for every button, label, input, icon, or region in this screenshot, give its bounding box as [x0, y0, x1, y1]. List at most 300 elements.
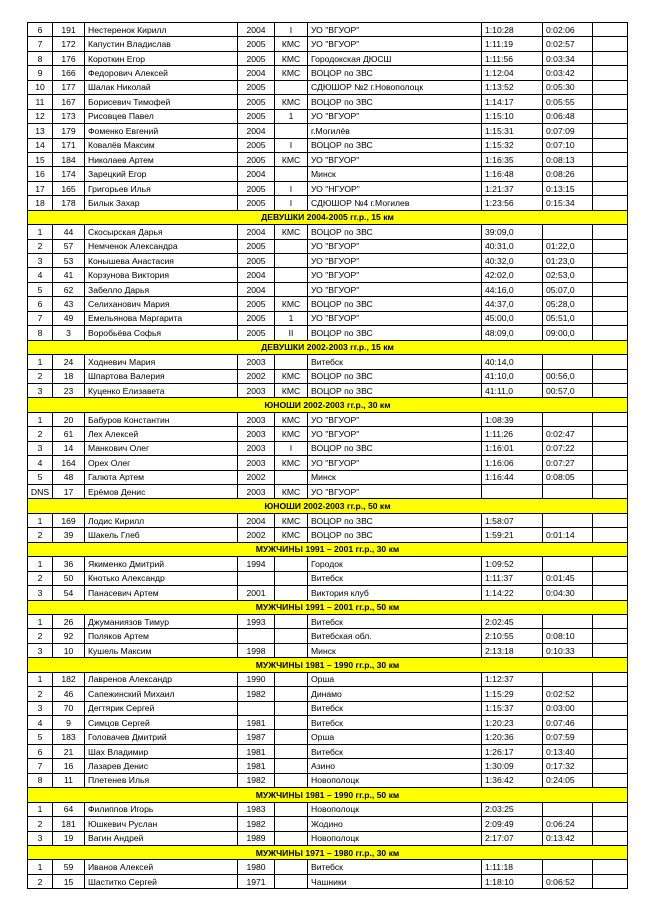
table-row — [28, 355, 628, 369]
rank-cell — [275, 254, 308, 268]
gap-cell: 0:02:47 — [543, 427, 593, 441]
rank-cell: КМС — [275, 51, 308, 65]
gap-cell: 05:51,0 — [543, 311, 593, 325]
name-cell: Шпартова Валерия — [85, 369, 238, 383]
extra-cell — [593, 196, 628, 210]
bib-cell: 57 — [53, 239, 85, 253]
name-cell: Конышева Анастасия — [85, 254, 238, 268]
rank-cell — [275, 874, 308, 888]
place-cell: 12 — [28, 109, 53, 123]
rank-cell: КМС — [275, 528, 308, 542]
gap-cell: 0:07:59 — [543, 730, 593, 744]
rank-cell: КМС — [275, 383, 308, 397]
birth-year-cell: 2003 — [238, 383, 275, 397]
gap-cell — [543, 860, 593, 874]
birth-year-cell: 1982 — [238, 773, 275, 787]
birth-year-cell: 1981 — [238, 744, 275, 758]
time-cell: 1:12:04 — [482, 66, 543, 80]
bib-cell: 41 — [53, 268, 85, 282]
bib-cell: 46 — [53, 687, 85, 701]
table-row — [28, 282, 628, 296]
team-cell: Витебск — [308, 614, 482, 628]
bib-cell: 26 — [53, 614, 85, 628]
name-cell: Билык Захар — [85, 196, 238, 210]
extra-cell — [593, 701, 628, 715]
rank-cell — [275, 629, 308, 643]
rank-cell — [275, 773, 308, 787]
name-cell: Манкович Олег — [85, 441, 238, 455]
extra-cell — [593, 297, 628, 311]
table-row — [28, 456, 628, 470]
birth-year-cell: 2004 — [238, 225, 275, 239]
rank-cell: КМС — [275, 513, 308, 527]
bib-cell: 20 — [53, 412, 85, 426]
time-cell: 41:10,0 — [482, 369, 543, 383]
birth-year-cell: 2005 — [238, 239, 275, 253]
time-cell: 1:36:42 — [482, 773, 543, 787]
time-cell: 1:15:31 — [482, 124, 543, 138]
birth-year-cell: 1983 — [238, 802, 275, 816]
rank-cell — [275, 268, 308, 282]
name-cell: Сапежинский Михаил — [85, 687, 238, 701]
rank-cell — [275, 557, 308, 571]
place-cell: 16 — [28, 167, 53, 181]
extra-cell — [593, 831, 628, 845]
rank-cell — [275, 687, 308, 701]
name-cell: Иванов Алексей — [85, 860, 238, 874]
time-cell: 1:16:01 — [482, 441, 543, 455]
team-cell: Жодино — [308, 817, 482, 831]
section-header-row — [28, 398, 628, 412]
place-cell: 6 — [28, 297, 53, 311]
bib-cell: 17 — [53, 485, 85, 499]
birth-year-cell: 2004 — [238, 268, 275, 282]
extra-cell — [593, 23, 628, 37]
time-cell: 1:11:19 — [482, 37, 543, 51]
bib-cell: 172 — [53, 37, 85, 51]
extra-cell — [593, 51, 628, 65]
time-cell: 48:09,0 — [482, 326, 543, 340]
table-row — [28, 412, 628, 426]
bib-cell: 64 — [53, 802, 85, 816]
table-row — [28, 716, 628, 730]
extra-cell — [593, 268, 628, 282]
table-row — [28, 586, 628, 600]
place-cell: 1 — [28, 860, 53, 874]
gap-cell — [543, 614, 593, 628]
rank-cell — [275, 586, 308, 600]
rank-cell: I — [275, 23, 308, 37]
table-row — [28, 95, 628, 109]
name-cell: Лодис Кирилл — [85, 513, 238, 527]
birth-year-cell: 2004 — [238, 23, 275, 37]
extra-cell — [593, 412, 628, 426]
birth-year-cell: 1971 — [238, 874, 275, 888]
rank-cell — [275, 672, 308, 686]
time-cell: 1:15:32 — [482, 138, 543, 152]
place-cell: 4 — [28, 716, 53, 730]
team-cell: УО "ВГУОР" — [308, 152, 482, 166]
birth-year-cell: 2005 — [238, 254, 275, 268]
team-cell: УО "ВГУОР" — [308, 311, 482, 325]
gap-cell: 0:03:34 — [543, 51, 593, 65]
extra-cell — [593, 874, 628, 888]
time-cell: 1:11:18 — [482, 860, 543, 874]
extra-cell — [593, 470, 628, 484]
rank-cell — [275, 744, 308, 758]
bib-cell: 3 — [53, 326, 85, 340]
time-cell: 1:20:23 — [482, 716, 543, 730]
name-cell: Фоменко Евгений — [85, 124, 238, 138]
team-cell: ВОЦОР по ЗВС — [308, 326, 482, 340]
section-header-row — [28, 340, 628, 354]
bib-cell: 166 — [53, 66, 85, 80]
bib-cell: 19 — [53, 831, 85, 845]
place-cell: 10 — [28, 80, 53, 94]
place-cell: DNS — [28, 485, 53, 499]
gap-cell: 0:07:46 — [543, 716, 593, 730]
birth-year-cell: 2003 — [238, 485, 275, 499]
rank-cell: I — [275, 138, 308, 152]
gap-cell: 0:02:57 — [543, 37, 593, 51]
gap-cell: 0:05:55 — [543, 95, 593, 109]
team-cell: Новополоцк — [308, 831, 482, 845]
team-cell: Новополоцк — [308, 773, 482, 787]
extra-cell — [593, 614, 628, 628]
name-cell: Забелло Дарья — [85, 282, 238, 296]
time-cell: 1:23:56 — [482, 196, 543, 210]
extra-cell — [593, 282, 628, 296]
bib-cell: 21 — [53, 744, 85, 758]
table-row — [28, 643, 628, 657]
place-cell: 3 — [28, 586, 53, 600]
table-row — [28, 167, 628, 181]
team-cell: УО "ВГУОР" — [308, 485, 482, 499]
time-cell: 2:09:49 — [482, 817, 543, 831]
birth-year-cell: 2003 — [238, 355, 275, 369]
team-cell: СДЮШОР №2 г.Новополоцк — [308, 80, 482, 94]
birth-year-cell: 2004 — [238, 124, 275, 138]
name-cell: Шакель Глеб — [85, 528, 238, 542]
time-cell: 1:09:52 — [482, 557, 543, 571]
birth-year-cell: 2005 — [238, 311, 275, 325]
place-cell: 15 — [28, 152, 53, 166]
birth-year-cell: 2002 — [238, 369, 275, 383]
table-row — [28, 37, 628, 51]
gap-cell — [543, 412, 593, 426]
gap-cell: 0:17:32 — [543, 759, 593, 773]
time-cell: 42:02,0 — [482, 268, 543, 282]
table-row — [28, 239, 628, 253]
team-cell: ВОЦОР по ЗВС — [308, 528, 482, 542]
extra-cell — [593, 124, 628, 138]
table-row — [28, 874, 628, 888]
place-cell: 3 — [28, 643, 53, 657]
gap-cell: 0:01:45 — [543, 571, 593, 585]
team-cell: Минск — [308, 167, 482, 181]
place-cell: 1 — [28, 614, 53, 628]
time-cell: 2:10:55 — [482, 629, 543, 643]
gap-cell: 02:53,0 — [543, 268, 593, 282]
section-header: МУЖЧИНЫ 1971 – 1980 гг.р., 30 км — [28, 845, 628, 859]
gap-cell: 00:57,0 — [543, 383, 593, 397]
table-row — [28, 513, 628, 527]
rank-cell — [275, 701, 308, 715]
time-cell: 1:14:17 — [482, 95, 543, 109]
name-cell: Короткин Егор — [85, 51, 238, 65]
birth-year-cell: 1982 — [238, 687, 275, 701]
time-cell: 1:12:37 — [482, 672, 543, 686]
extra-cell — [593, 95, 628, 109]
birth-year-cell: 2005 — [238, 138, 275, 152]
table-row — [28, 629, 628, 643]
bib-cell: 23 — [53, 383, 85, 397]
extra-cell — [593, 152, 628, 166]
place-cell: 2 — [28, 528, 53, 542]
time-cell: 39:09,0 — [482, 225, 543, 239]
bib-cell: 184 — [53, 152, 85, 166]
section-header: МУЖЧИНЫ 1991 – 2001 гг.р., 30 км — [28, 542, 628, 556]
table-row — [28, 470, 628, 484]
place-cell: 1 — [28, 355, 53, 369]
extra-cell — [593, 730, 628, 744]
extra-cell — [593, 37, 628, 51]
team-cell: Азино — [308, 759, 482, 773]
name-cell: Шаститко Сергей — [85, 874, 238, 888]
bib-cell: 178 — [53, 196, 85, 210]
place-cell: 3 — [28, 441, 53, 455]
table-row — [28, 744, 628, 758]
name-cell: Борисевич Тимофей — [85, 95, 238, 109]
rank-cell: КМС — [275, 66, 308, 80]
place-cell: 1 — [28, 513, 53, 527]
name-cell: Рисовцев Павел — [85, 109, 238, 123]
bib-cell: 167 — [53, 95, 85, 109]
extra-cell — [593, 528, 628, 542]
name-cell: Филиппов Игорь — [85, 802, 238, 816]
table-row — [28, 80, 628, 94]
table-row — [28, 614, 628, 628]
birth-year-cell: 2004 — [238, 513, 275, 527]
place-cell: 5 — [28, 282, 53, 296]
birth-year-cell: 2001 — [238, 586, 275, 600]
table-row — [28, 817, 628, 831]
table-row — [28, 383, 628, 397]
extra-cell — [593, 802, 628, 816]
time-cell — [482, 485, 543, 499]
name-cell: Кнотько Александр — [85, 571, 238, 585]
table-row — [28, 730, 628, 744]
bib-cell: 43 — [53, 297, 85, 311]
bib-cell: 181 — [53, 817, 85, 831]
place-cell: 2 — [28, 629, 53, 643]
name-cell: Шах Владимир — [85, 744, 238, 758]
bib-cell: 169 — [53, 513, 85, 527]
table-row — [28, 297, 628, 311]
gap-cell: 0:08:05 — [543, 470, 593, 484]
place-cell: 7 — [28, 311, 53, 325]
place-cell: 1 — [28, 802, 53, 816]
place-cell: 2 — [28, 687, 53, 701]
name-cell: Симцов Сергей — [85, 716, 238, 730]
section-header-row — [28, 600, 628, 614]
birth-year-cell: 2004 — [238, 66, 275, 80]
time-cell: 1:16:35 — [482, 152, 543, 166]
name-cell: Вагин Андрей — [85, 831, 238, 845]
bib-cell: 39 — [53, 528, 85, 542]
table-row — [28, 485, 628, 499]
bib-cell: 54 — [53, 586, 85, 600]
extra-cell — [593, 167, 628, 181]
extra-cell — [593, 744, 628, 758]
bib-cell: 165 — [53, 181, 85, 195]
extra-cell — [593, 759, 628, 773]
gap-cell: 0:06:48 — [543, 109, 593, 123]
gap-cell: 0:02:52 — [543, 687, 593, 701]
extra-cell — [593, 369, 628, 383]
team-cell: УО "НГУОР" — [308, 181, 482, 195]
time-cell: 44:37,0 — [482, 297, 543, 311]
place-cell: 1 — [28, 412, 53, 426]
birth-year-cell: 2003 — [238, 441, 275, 455]
name-cell: Лавренов Александр — [85, 672, 238, 686]
rank-cell: КМС — [275, 297, 308, 311]
birth-year-cell: 2004 — [238, 282, 275, 296]
time-cell: 1:58:07 — [482, 513, 543, 527]
name-cell: Дегтярик Сергей — [85, 701, 238, 715]
rank-cell — [275, 759, 308, 773]
rank-cell — [275, 355, 308, 369]
extra-cell — [593, 716, 628, 730]
time-cell: 1:11:56 — [482, 51, 543, 65]
table-row — [28, 181, 628, 195]
place-cell: 2 — [28, 817, 53, 831]
time-cell: 2:02:45 — [482, 614, 543, 628]
bib-cell: 24 — [53, 355, 85, 369]
place-cell: 3 — [28, 254, 53, 268]
rank-cell — [275, 860, 308, 874]
time-cell: 1:10:28 — [482, 23, 543, 37]
extra-cell — [593, 571, 628, 585]
bib-cell: 14 — [53, 441, 85, 455]
name-cell: Юшкевич Руслан — [85, 817, 238, 831]
time-cell: 40:31,0 — [482, 239, 543, 253]
gap-cell: 01:22,0 — [543, 239, 593, 253]
rank-cell: 1 — [275, 311, 308, 325]
birth-year-cell: 2005 — [238, 109, 275, 123]
bib-cell: 36 — [53, 557, 85, 571]
birth-year-cell: 1980 — [238, 860, 275, 874]
place-cell: 9 — [28, 66, 53, 80]
place-cell: 3 — [28, 701, 53, 715]
gap-cell: 0:07:27 — [543, 456, 593, 470]
table-row — [28, 196, 628, 210]
gap-cell: 0:06:52 — [543, 874, 593, 888]
table-row — [28, 66, 628, 80]
gap-cell: 0:04:30 — [543, 586, 593, 600]
team-cell: Витебск — [308, 860, 482, 874]
name-cell: Якименко Дмитрий — [85, 557, 238, 571]
place-cell: 1 — [28, 672, 53, 686]
team-cell: УО "ВГУОР" — [308, 427, 482, 441]
table-row — [28, 427, 628, 441]
birth-year-cell: 2002 — [238, 528, 275, 542]
bib-cell: 9 — [53, 716, 85, 730]
table-row — [28, 802, 628, 816]
section-header-row — [28, 845, 628, 859]
time-cell: 1:16:06 — [482, 456, 543, 470]
rank-cell: I — [275, 181, 308, 195]
name-cell: Корзунова Виктория — [85, 268, 238, 282]
birth-year-cell: 2005 — [238, 181, 275, 195]
rank-cell — [275, 282, 308, 296]
birth-year-cell: 1998 — [238, 643, 275, 657]
table-row — [28, 254, 628, 268]
rank-cell — [275, 802, 308, 816]
bib-cell: 16 — [53, 759, 85, 773]
bib-cell: 191 — [53, 23, 85, 37]
time-cell: 2:03:25 — [482, 802, 543, 816]
time-cell: 44:16,0 — [482, 282, 543, 296]
extra-cell — [593, 485, 628, 499]
place-cell: 2 — [28, 369, 53, 383]
team-cell: ВОЦОР по ЗВС — [308, 66, 482, 80]
bib-cell: 173 — [53, 109, 85, 123]
rank-cell: II — [275, 326, 308, 340]
time-cell: 1:30:09 — [482, 759, 543, 773]
name-cell: Плетенев Илья — [85, 773, 238, 787]
bib-cell: 179 — [53, 124, 85, 138]
place-cell: 4 — [28, 456, 53, 470]
section-header: ДЕВУШКИ 2002-2003 гг.р., 15 км — [28, 340, 628, 354]
time-cell: 1:11:26 — [482, 427, 543, 441]
birth-year-cell: 2005 — [238, 80, 275, 94]
birth-year-cell: 2003 — [238, 456, 275, 470]
team-cell: УО "ВГУОР" — [308, 282, 482, 296]
name-cell: Панасевич Артем — [85, 586, 238, 600]
birth-year-cell: 1981 — [238, 716, 275, 730]
time-cell: 41:11,0 — [482, 383, 543, 397]
gap-cell: 0:10:33 — [543, 643, 593, 657]
rank-cell: КМС — [275, 412, 308, 426]
extra-cell — [593, 441, 628, 455]
place-cell: 11 — [28, 95, 53, 109]
team-cell: УО "ВГУОР" — [308, 37, 482, 51]
time-cell: 1:15:29 — [482, 687, 543, 701]
rank-cell: I — [275, 441, 308, 455]
team-cell: ВОЦОР по ЗВС — [308, 513, 482, 527]
team-cell: Минск — [308, 643, 482, 657]
gap-cell: 0:08:10 — [543, 629, 593, 643]
place-cell: 7 — [28, 759, 53, 773]
results-table — [27, 22, 628, 889]
birth-year-cell: 2004 — [238, 167, 275, 181]
team-cell: ВОЦОР по ЗВС — [308, 369, 482, 383]
name-cell: Ерёмов Денис — [85, 485, 238, 499]
name-cell: Григорьев Илья — [85, 181, 238, 195]
name-cell: Скосырская Дарья — [85, 225, 238, 239]
birth-year-cell: 2005 — [238, 51, 275, 65]
extra-cell — [593, 773, 628, 787]
rank-cell: КМС — [275, 485, 308, 499]
extra-cell — [593, 66, 628, 80]
place-cell: 14 — [28, 138, 53, 152]
table-row — [28, 687, 628, 701]
time-cell: 1:18:10 — [482, 874, 543, 888]
name-cell: Кушель Максим — [85, 643, 238, 657]
team-cell: УО "ВГУОР" — [308, 254, 482, 268]
extra-cell — [593, 427, 628, 441]
